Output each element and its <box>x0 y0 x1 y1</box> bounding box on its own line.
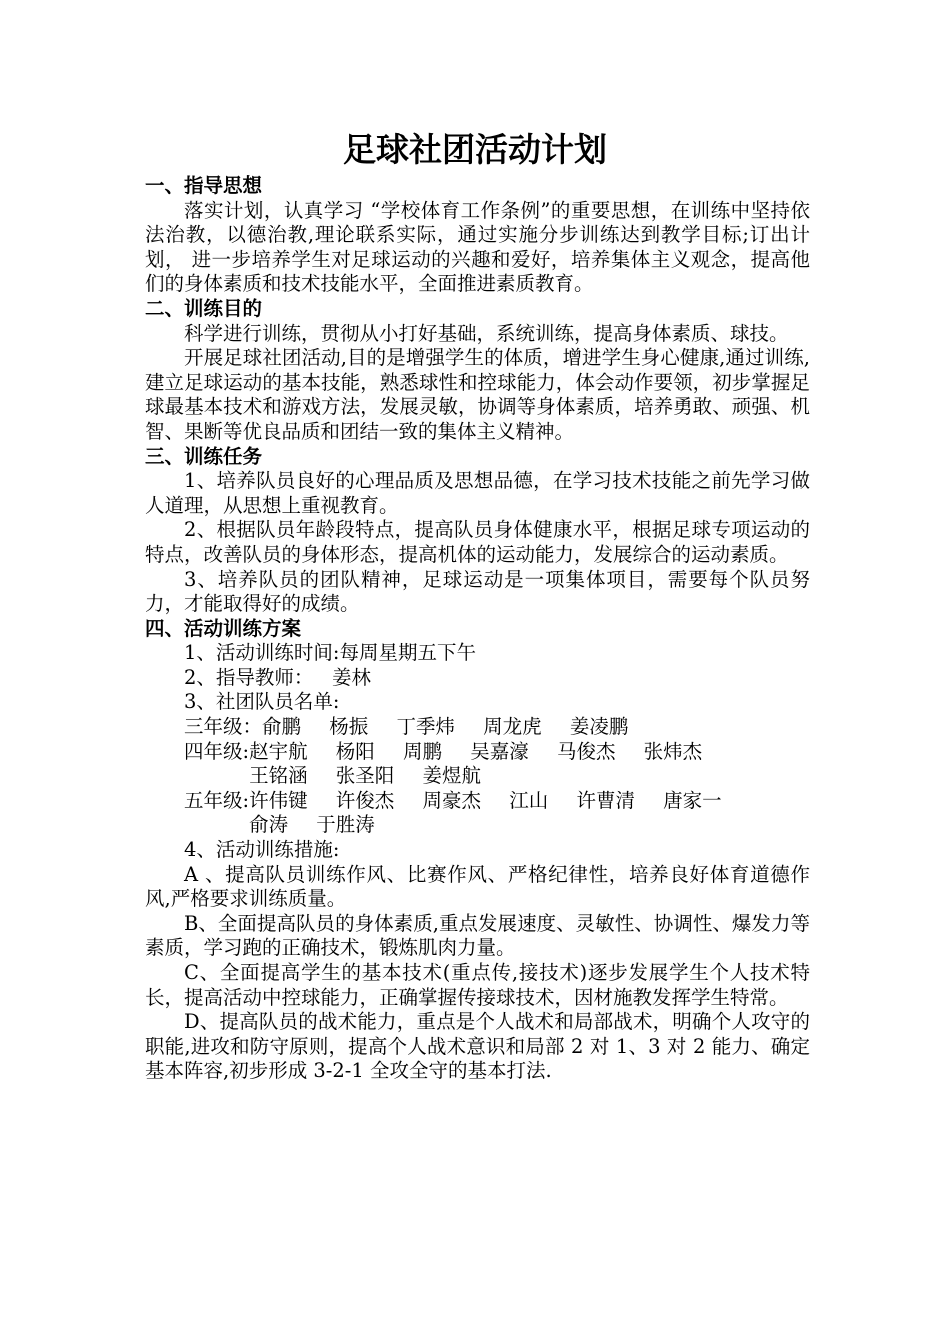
member-name: 许俊杰 <box>335 788 395 812</box>
member-name: 江山 <box>509 788 549 812</box>
member-names <box>262 715 810 740</box>
member-name: 姜凌鹏 <box>569 715 629 739</box>
paragraph: C、全面提高学生的基本技术(重点传,接技术)逐步发展学生个人技术特长，提高活动中控球能力，正确掌握传接球技术，因材施教发挥学生特常。 <box>145 961 810 1009</box>
grade-label: 四年级: <box>184 739 250 763</box>
roster-grade-4 <box>145 740 810 789</box>
member-name: 周豪杰 <box>422 788 482 812</box>
paragraph: 开展足球社团活动,目的是增强学生的体质，增进学生身心健康,通过训练,建立足球运动的基本技能，熟悉球性和控球能力，体会动作要领，初步掌握足球最基本技术和游戏方法，发展灵敏，协调等身体素质，培养勇敢、顽强、机智、果断等优良品质和团结一致的集体主义精神。 <box>145 346 810 443</box>
member-name: 马俊杰 <box>556 739 616 763</box>
paragraph: A 、提高队员训练作风、比赛作风、严格纪律性，培养良好体育道德作风,严格要求训练质量。 <box>145 862 810 911</box>
member-names <box>249 740 810 789</box>
list-item: 4、活动训练措施: <box>184 838 340 862</box>
paragraph: 2、根据队员年龄段特点，提高队员身体健康水平，根据足球专项运动的特点，改善队员的身体形态，提高机体的运动能力，发展综合的运动素质。 <box>145 518 810 566</box>
member-name: 王铭涵 <box>249 764 308 788</box>
paragraph: D、提高队员的战术能力，重点是个人战术和局部战术，明确个人攻守的职能,进攻和防守原则，提高个人战术意识和局部 2 对 1、3 对 2 能力、确定基本阵容,初步形成 3-2-1 全攻全守的基本打法. <box>145 1010 810 1083</box>
list-item: 2、指导教师： 姜林 <box>184 665 372 689</box>
member-name: 许伟键 <box>249 788 308 812</box>
member-name: 吴嘉濠 <box>470 739 529 763</box>
section-heading-3: 三、训练任务 <box>145 444 263 468</box>
paragraph: 落实计划，认真学习 “学校体育工作条例”的重要思想，在训练中坚持依法治教，以德治教,理论联系实际，通过实施分步训练达到教学目标;订出计划， 进一步培养学生对足球运动的兴趣和爱好，培养集体主义观念，提高他们的身体素质和技术技能水平，全面推进素质教育。 <box>145 198 810 296</box>
member-name: 周鹏 <box>403 739 443 763</box>
member-name: 张炜杰 <box>643 739 703 763</box>
member-name: 周龙虎 <box>483 715 542 739</box>
member-name: 赵宇航 <box>249 739 308 763</box>
roster-grade-5 <box>145 789 810 838</box>
paragraph: 3、培养队员的团队精神，足球运动是一项集体项目，需要每个队员努力，才能取得好的成绩。 <box>145 567 810 616</box>
grade-label: 三年级： <box>184 715 263 739</box>
member-name: 俞鹏 <box>262 715 302 739</box>
paragraph: 科学进行训练，贯彻从小打好基础，系统训练，提高身体素质、球技。 <box>184 321 789 345</box>
member-name: 丁季炜 <box>396 715 455 739</box>
member-name: 杨阳 <box>335 739 375 763</box>
roster-grade-3 <box>145 715 810 740</box>
member-name: 许曹清 <box>576 788 635 812</box>
member-names <box>249 789 810 838</box>
section-heading-1: 一、指导思想 <box>145 174 263 197</box>
paragraph: B、全面提高队员的身体素质,重点发展速度、灵敏性、协调性、爆发力等素质，学习跑的正确技术，锻炼肌肉力量。 <box>145 911 810 960</box>
section-heading-2: 二、训练目的 <box>145 296 263 320</box>
member-name: 杨振 <box>329 715 369 739</box>
section-heading-4: 四、活动训练方案 <box>145 616 302 640</box>
member-name: 于胜涛 <box>316 813 375 837</box>
list-item: 3、社团队员名单: <box>184 690 340 714</box>
paragraph: 1、培养队员良好的心理品质及思想品德，在学习技术技能之前先学习做人道理，从思想上重视教育。 <box>145 469 810 517</box>
list-item: 1、活动训练时间:每周星期五下午 <box>184 641 476 665</box>
member-name: 唐家一 <box>663 788 722 812</box>
member-name: 俞涛 <box>249 813 289 837</box>
member-name: 张圣阳 <box>335 764 395 788</box>
page-title: 足球社团活动计划 <box>343 130 607 169</box>
member-name: 姜煜航 <box>422 764 482 788</box>
grade-label: 五年级: <box>184 788 250 812</box>
document-body <box>145 174 810 1084</box>
